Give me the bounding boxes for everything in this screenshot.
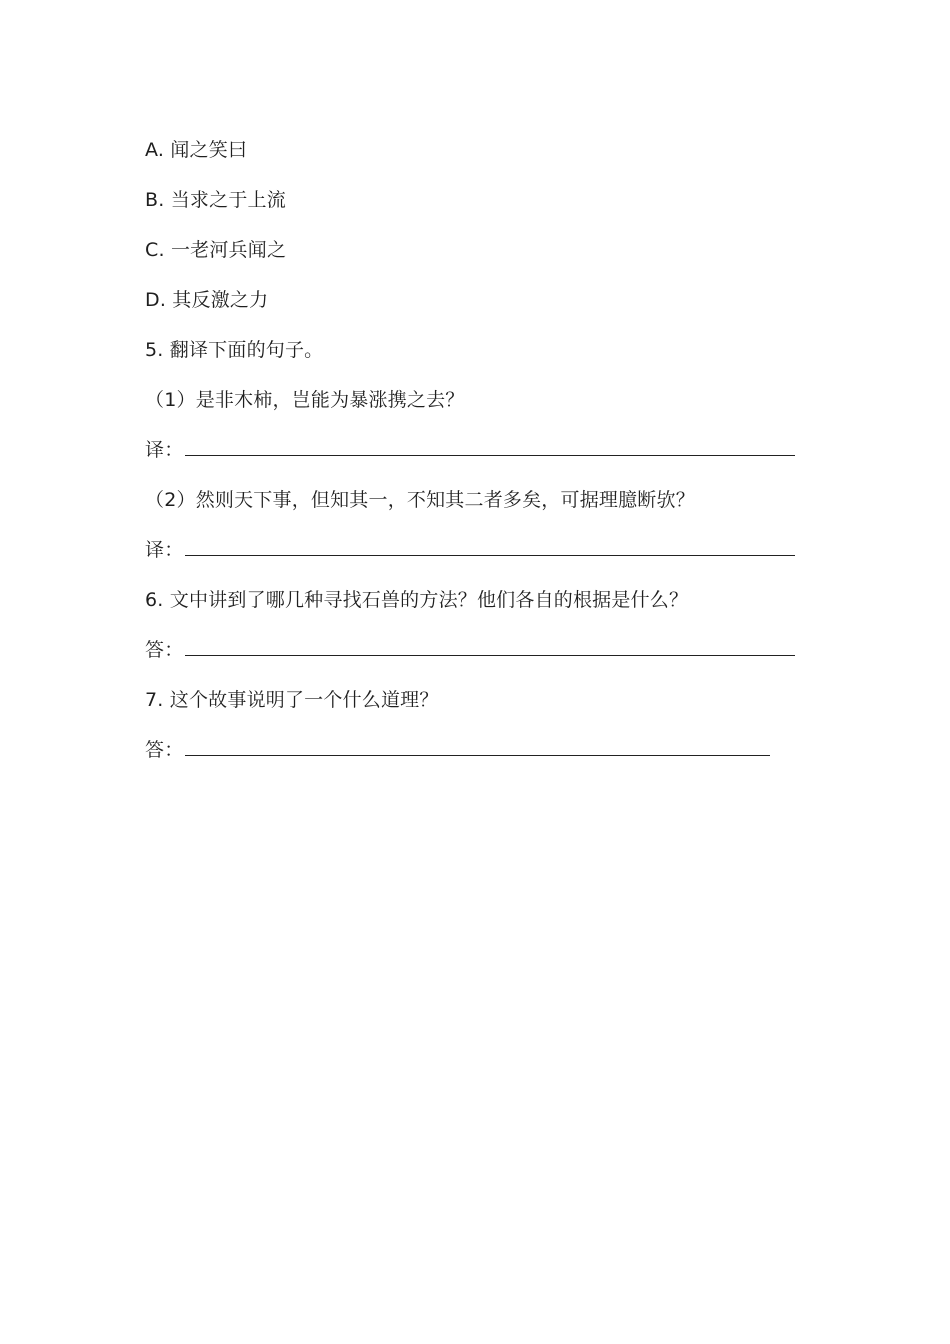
answer-prefix: 译： (145, 439, 184, 461)
question-5-sentence-2: （2）然则天下事，但知其一，不知其二者多矣，可据理臆断欤？ (145, 489, 695, 511)
answer-prefix: 答： (145, 639, 184, 661)
option-c: C. 一老河兵闻之 (145, 239, 287, 261)
question-6-answer-row (145, 633, 805, 683)
question-7-title: 7. 这个故事说明了一个什么道理？ (145, 689, 439, 711)
answer-blank[interactable] (185, 433, 795, 456)
answer-blank[interactable] (185, 533, 795, 556)
answer-blank[interactable] (185, 633, 795, 656)
answer-prefix: 译： (145, 539, 184, 561)
question-5-answer-1-row (145, 433, 805, 483)
question-7-answer-row (145, 733, 805, 783)
question-6-title: 6. 文中讲到了哪几种寻找石兽的方法？他们各自的根据是什么？ (145, 589, 689, 611)
worksheet-content (145, 133, 805, 783)
question-5-answer-2-row (145, 533, 805, 583)
option-d: D. 其反激之力 (145, 289, 269, 311)
question-5-sentence-1: （1）是非木柿，岂能为暴涨携之去？ (145, 389, 465, 411)
option-b: B. 当求之于上流 (145, 189, 286, 211)
answer-blank[interactable] (185, 733, 770, 756)
option-a: A. 闻之笑曰 (145, 139, 248, 161)
question-5-title: 5. 翻译下面的句子。 (145, 339, 324, 361)
answer-prefix: 答： (145, 739, 184, 761)
